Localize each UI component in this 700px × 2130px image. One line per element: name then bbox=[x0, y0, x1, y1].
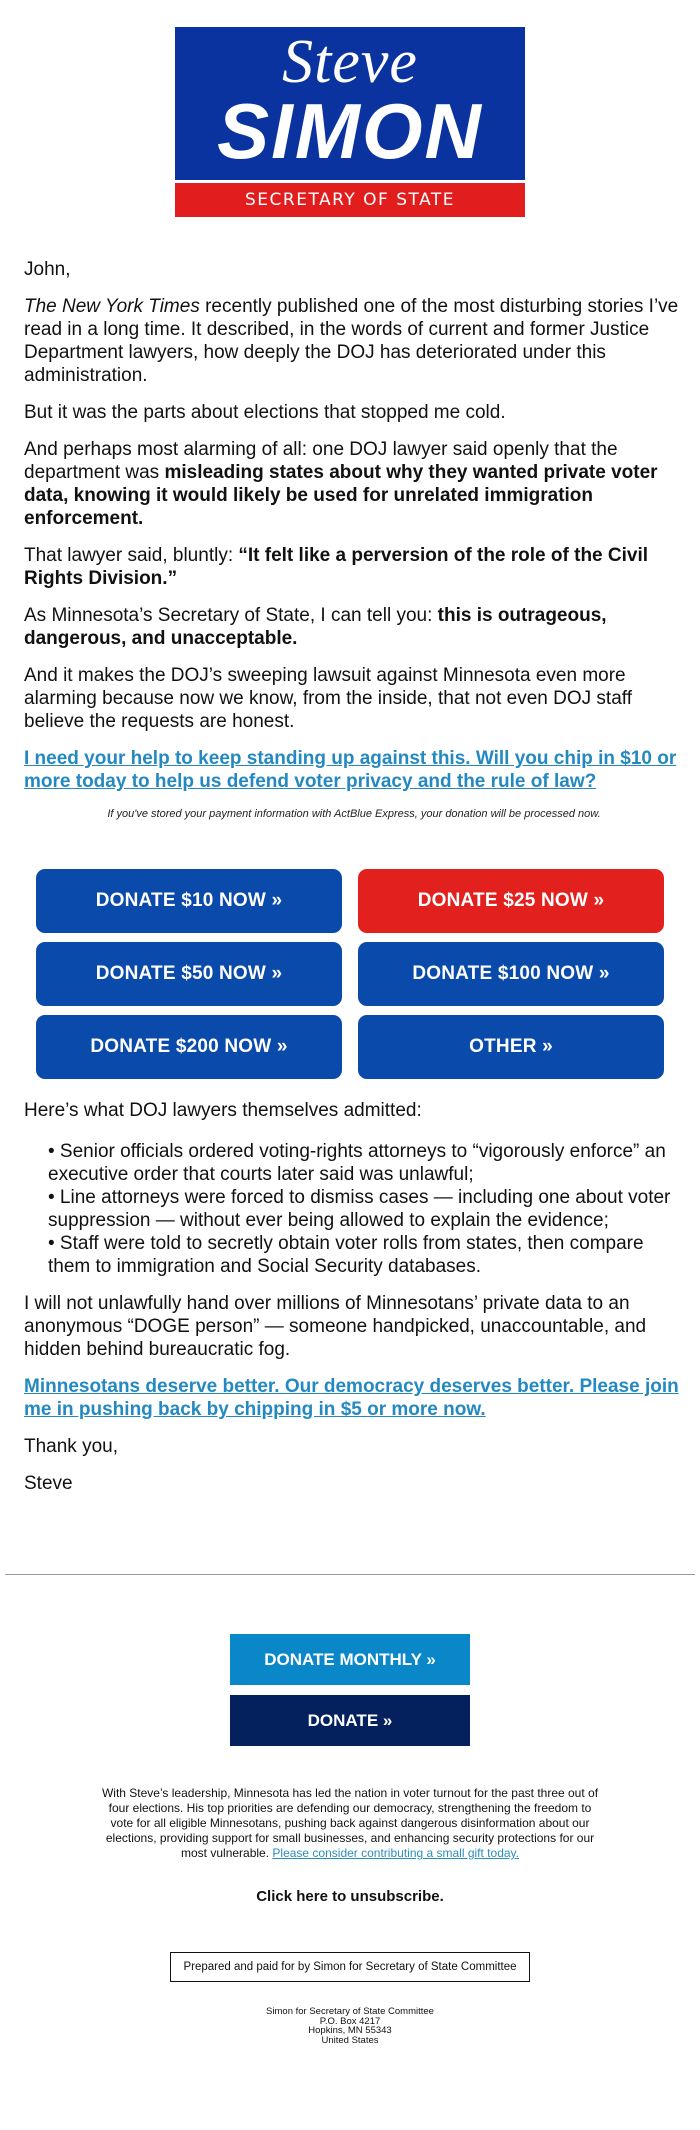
admissions-intro: Here’s what DOJ lawyers themselves admitted: bbox=[24, 1100, 422, 1121]
logo-first-name: Steve bbox=[282, 28, 418, 96]
about-text: With Steve’s leadership, Minnesota has led the nation in voter turnout for the past three out of four elections. His top priorities are defending our democracy, strengthening the freedom to vote for all eligible Minnesotans, pushing back against dangerous disinformation about our elections, providing support for small businesses, and enhancing security protections for our most vulnerable. bbox=[101, 1786, 599, 1860]
paragraph-3-text: And perhaps most alarming of all: one DOJ lawyer said openly that the department was bbox=[24, 439, 618, 483]
donate-monthly-button[interactable]: DONATE MONTHLY » bbox=[230, 1634, 470, 1685]
donate-25-button[interactable]: DONATE $25 NOW » bbox=[358, 869, 664, 933]
donate-100-button[interactable]: DONATE $100 NOW » bbox=[358, 942, 664, 1006]
paragraph-1-text: recently published one of the most disturbing stories I’ve read in a long time. It described, in the words of current and former Justice Department lawyers, how deeply the DOJ has deteriorated under this administration. bbox=[24, 296, 679, 386]
paragraph-5 bbox=[24, 604, 684, 650]
logo-subtitle: SECRETARY OF STATE bbox=[175, 183, 525, 217]
paragraph-2: But it was the parts about elections that stopped me cold. bbox=[24, 402, 506, 423]
donate-10-button[interactable]: DONATE $10 NOW » bbox=[36, 869, 342, 933]
donate-200-button[interactable]: DONATE $200 NOW » bbox=[36, 1015, 342, 1079]
donate-button[interactable]: DONATE » bbox=[230, 1695, 470, 1746]
about-paragraph bbox=[100, 1786, 600, 1861]
email-body bbox=[24, 258, 684, 826]
paragraph-4-text: That lawyer said, bluntly: bbox=[24, 545, 239, 566]
admissions-list bbox=[48, 1140, 684, 1278]
paragraph-3 bbox=[24, 438, 684, 530]
signoff: Thank you, bbox=[24, 1436, 118, 1457]
donate-button-grid bbox=[36, 869, 664, 1079]
quote: “It felt like a perversion of the role of the Civil Rights Division.” bbox=[24, 545, 649, 589]
paragraph-1 bbox=[24, 295, 684, 387]
address-line-2: P.O. Box 4217 bbox=[319, 2015, 381, 2027]
paragraph-7: I will not unlawfully hand over millions of Minnesotans’ private data to an anonymous “DOGE person” — someone handpicked, unaccountable, and hidden behind bureaucratic fog. bbox=[24, 1293, 647, 1360]
list-item: • Senior officials ordered voting-rights attorneys to “vigorously enforce” an executive order that courts later said was unlawful; bbox=[48, 1141, 666, 1185]
address-line-1: Simon for Secretary of State Committee bbox=[266, 2006, 434, 2017]
signature: Steve bbox=[24, 1473, 73, 1494]
paragraph-3-bold: misleading states about why they wanted private voter data, knowing it would likely be used for unrelated immigration enforcement. bbox=[24, 462, 658, 529]
donate-cta-link-2[interactable]: Minnesotans deserve better. Our democracy deserves better. Please join me in pushing back by chipping in $5 or more now. bbox=[24, 1376, 679, 1420]
donate-cta-link-1[interactable]: I need your help to keep standing up against this. Will you chip in $10 or more today to help us defend voter privacy and the rule of law? bbox=[24, 748, 677, 792]
paragraph-5-bold: this is outrageous, dangerous, and unacceptable. bbox=[24, 605, 607, 649]
logo-last-name: SIMON bbox=[217, 87, 483, 175]
donate-50-button[interactable]: DONATE $50 NOW » bbox=[36, 942, 342, 1006]
address-line-3: Hopkins, MN 55343 bbox=[308, 2025, 392, 2036]
small-gift-link[interactable]: Please consider contributing a small gift today. bbox=[272, 1846, 519, 1860]
greeting: John, bbox=[24, 259, 71, 280]
unsubscribe-link[interactable]: Click here to unsubscribe. bbox=[256, 1888, 444, 1905]
paid-for-disclaimer: Prepared and paid for by Simon for Secretary of State Committee bbox=[170, 1952, 530, 1982]
email-body-continued bbox=[24, 1099, 684, 1509]
list-item: • Line attorneys were forced to dismiss cases — including one about voter suppression — without ever being allowed to explain the evidence; bbox=[48, 1187, 671, 1231]
list-item: • Staff were told to secretly obtain voter rolls from states, then compare them to immigration and Social Security databases. bbox=[48, 1233, 644, 1277]
actblue-express-notice: If you've stored your payment information with ActBlue Express, your donation will be processed now. bbox=[107, 808, 601, 820]
donate-other-button[interactable]: OTHER » bbox=[358, 1015, 664, 1079]
logo-blue-panel bbox=[175, 27, 525, 180]
paragraph-5-text: As Minnesota’s Secretary of State, I can tell you: bbox=[24, 605, 438, 626]
address-line-4: United States bbox=[321, 2034, 379, 2046]
footer-divider bbox=[5, 1574, 695, 1575]
paragraph-4 bbox=[24, 544, 684, 590]
paragraph-6: And it makes the DOJ’s sweeping lawsuit against Minnesota even more alarming because now we know, from the inside, that not even DOJ staff believe the requests are honest. bbox=[24, 665, 632, 732]
publication-name: The New York Times bbox=[24, 296, 200, 317]
mailing-address bbox=[0, 2007, 700, 2045]
campaign-logo bbox=[175, 27, 525, 217]
